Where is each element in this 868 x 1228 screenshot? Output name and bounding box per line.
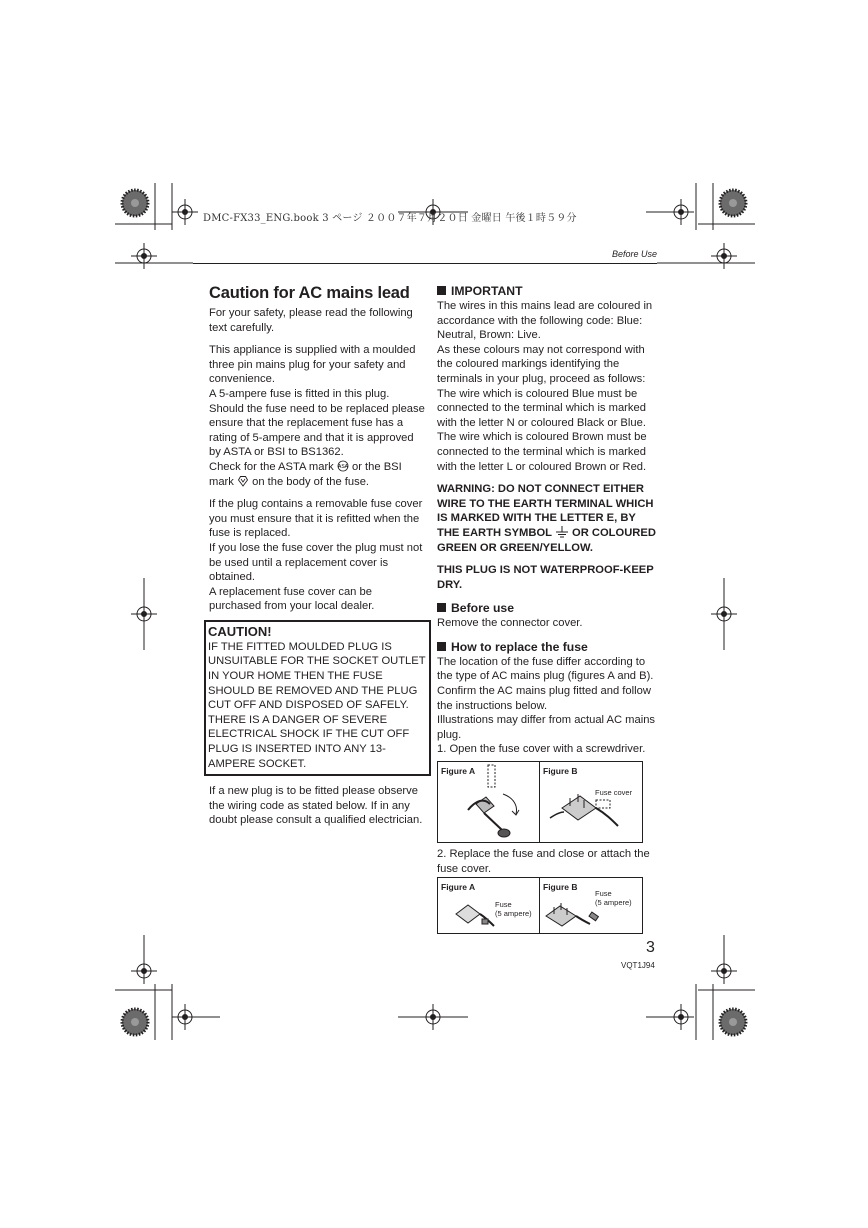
section-label: Before Use [611,249,657,259]
page-title: Caution for AC mains lead [209,284,410,302]
new-plug-paragraph: If a new plug is to be fitted please observe the wiring code as stated below. If in any doubt please consult a qualified electrician. [209,785,423,827]
important-text-4: The wire which is coloured Brown must be connected to the terminal which is marked with the letter L or coloured Brown or Red. [437,431,647,473]
intro-text: For your safety, please read the following text carefully. [209,307,413,334]
lost-cover-paragraph: If you lose the fuse cover the plug must not be used until a replacement cover is obtained. [209,541,423,584]
caution-text-1: IF THE FITTED MOULDED PLUG IS UNSUITABLE FOR THE SOCKET OUTLET IN YOUR HOME THEN THE FUSE SHOULD BE REMOVED AND THE PLUG CUT OFF AND DISPOSED OF SAFELY. [208,640,426,712]
caution-box [204,620,431,776]
asta-mark-icon [337,460,349,472]
fuse-label-a: Fuse (5 ampere) [495,900,532,918]
important-text-2: As these colours may not correspond with the coloured markings identifying the terminals in your plug, proceed as follows: [437,343,646,385]
fuse-label-b: Fuse (5 ampere) [595,889,632,907]
mark-paragraph [209,460,427,489]
important-heading: IMPORTANT [437,283,657,299]
before-use-text: Remove the connector cover. [437,617,583,630]
bullet-square-icon [437,286,446,295]
step-2: 2. Replace the fuse and close or attach the fuse cover. [437,848,650,875]
before-use-heading: Before use [437,600,657,616]
earth-symbol-icon [555,526,569,538]
fuse-cover-label: Fuse cover [595,788,633,798]
fuse-cover-paragraph: If the plug contains a removable fuse cover you must ensure that it is refitted when the fuse is replaced. [209,498,423,540]
page-number: 3 [646,939,655,956]
how-to-text-2: Illustrations may differ from actual AC mains plug. [437,714,656,741]
figure-b-label: Figure B [543,766,578,777]
figure-table-1 [437,761,643,843]
important-text-1: The wires in this mains lead are coloured in accordance with the following code: Blue: Neutral, Brown: Live. [437,300,653,342]
how-to-text-1: The location of the fuse differ according to the type of AC mains plug (figures A and B). Confirm the AC mains plug fitted and follow the instructions below. [437,655,654,712]
print-slug: DMC-FX33_ENG.book 3 ページ ２００７年７月２０日 金曜日 午後１時５９分 [203,213,577,224]
important-text-3: The wire which is coloured Blue must be connected to the terminal which is marked with the letter N or coloured Black or Blue. [437,387,646,429]
fuse-paragraph: A 5-ampere fuse is fitted in this plug. Should the fuse need to be replaced please ensure that the replacement fuse has a rating of 5-ampere and that it is approved by ASTA or BSI to BS1362. [209,387,425,459]
figure-a-label: Figure A [441,882,476,893]
waterproof-warning: THIS PLUG IS NOT WATERPROOF-KEEP DRY. [437,564,654,591]
plug-paragraph: This appliance is supplied with a moulded three pin mains plug for your safety and convenience. [209,344,416,386]
bsi-kitemark-icon [237,475,249,487]
figure-b-replace [540,878,643,933]
svg-text:ASA: ASA [337,464,348,471]
mark-text-c: on the body of the fuse. [252,475,370,488]
caution-title: CAUTION! [208,623,272,639]
bullet-square-icon [437,642,446,651]
warning-text: WARNING: DO NOT CONNECT EITHER WIRE TO THE EARTH TERMINAL WHICH IS MARKED WITH THE LETTER E, BY THE EARTH SYMBOL OR COLOURED GREEN OR GREEN/YELLOW. [437,483,656,554]
caution-text-2: THERE IS A DANGER OF SEVERE ELECTRICAL SHOCK IF THE CUT OFF PLUG IS INSERTED INTO ANY 13-AMPERE SOCKET. [208,713,410,770]
document-code: VQT1J94 [621,961,655,970]
left-column [209,283,427,836]
figure-a-open [438,762,540,842]
figure-a-replace [438,878,540,933]
figure-b-label: Figure B [543,882,578,893]
figure-table-2 [437,877,643,934]
header-rule [193,263,657,264]
figure-b-open [540,762,643,842]
mark-text-b: or the BSI mark [209,460,402,488]
mark-text-a: Check for the ASTA mark [209,460,334,473]
bullet-square-icon [437,603,446,612]
step-1: 1. Open the fuse cover with a screwdriver. [437,743,646,756]
right-column [437,283,657,938]
figure-a-label: Figure A [441,766,476,777]
how-to-replace-heading: How to replace the fuse [437,639,657,655]
replacement-cover-paragraph: A replacement fuse cover can be purchased from your local dealer. [209,585,375,613]
